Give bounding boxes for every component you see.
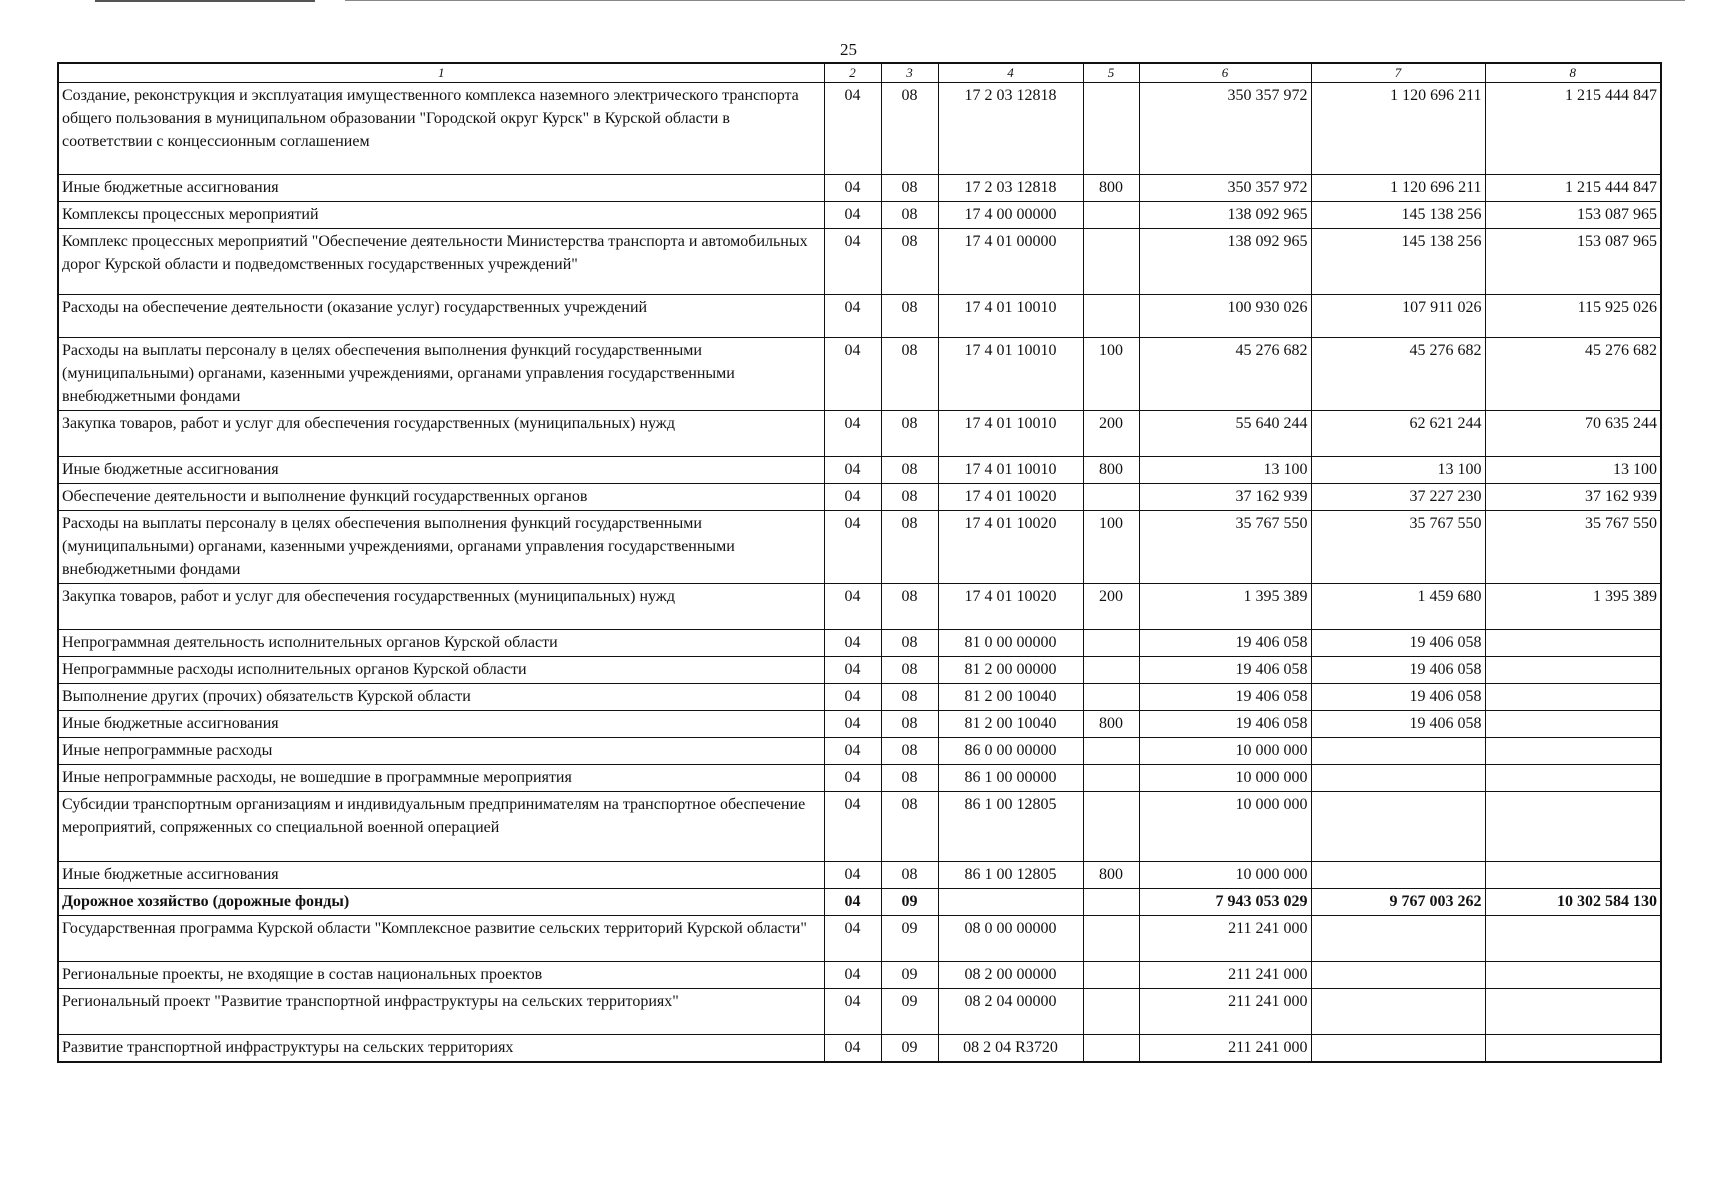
- row-subsection: 08: [881, 484, 938, 511]
- row-subsection: 08: [881, 202, 938, 229]
- row-name: Развитие транспортной инфраструктуры на сельских территориях: [58, 1035, 824, 1063]
- row-expense-type: [1083, 657, 1139, 684]
- row-amount-col6: 1 395 389: [1139, 584, 1311, 630]
- row-expense-type: [1083, 684, 1139, 711]
- page-number: 25: [840, 40, 857, 59]
- row-name: Иные непрограммные расходы: [58, 738, 824, 765]
- row-section: 04: [824, 657, 881, 684]
- row-name: Непрограммная деятельность исполнительных органов Курской области: [58, 630, 824, 657]
- row-amount-col7: 13 100: [1311, 457, 1485, 484]
- row-amount-col6: 211 241 000: [1139, 916, 1311, 962]
- row-subsection: 08: [881, 584, 938, 630]
- row-amount-col8: 13 100: [1485, 457, 1661, 484]
- row-name: Расходы на выплаты персоналу в целях обеспечения выполнения функций государственными (муниципальными) органами, казенными учреждениями, органами управления государственными внебюджетными фондами: [58, 338, 824, 411]
- row-amount-col6: 211 241 000: [1139, 962, 1311, 989]
- table-row: [58, 684, 1661, 711]
- row-name: Государственная программа Курской области "Комплексное развитие сельских территорий Курской области": [58, 916, 824, 962]
- table-row: [58, 916, 1661, 962]
- row-name: Выполнение других (прочих) обязательств Курской области: [58, 684, 824, 711]
- row-name: Региональный проект "Развитие транспортной инфраструктуры на сельских территориях": [58, 989, 824, 1035]
- row-amount-col7: [1311, 862, 1485, 889]
- row-amount-col7: [1311, 738, 1485, 765]
- row-section: 04: [824, 738, 881, 765]
- top-rule-left: [95, 0, 315, 2]
- table-row: [58, 738, 1661, 765]
- col-header: 6: [1139, 63, 1311, 83]
- table-row: [58, 338, 1661, 411]
- row-target-article: 17 4 01 10010: [938, 338, 1083, 411]
- table-row: [58, 229, 1661, 295]
- row-target-article: 08 2 00 00000: [938, 962, 1083, 989]
- row-amount-col7: 1 459 680: [1311, 584, 1485, 630]
- row-amount-col7: 45 276 682: [1311, 338, 1485, 411]
- table-row: [58, 175, 1661, 202]
- row-expense-type: 200: [1083, 584, 1139, 630]
- row-target-article: 17 4 01 10020: [938, 511, 1083, 584]
- row-target-article: 86 1 00 12805: [938, 792, 1083, 862]
- row-section: 04: [824, 684, 881, 711]
- table-row: [58, 765, 1661, 792]
- row-amount-col6: 211 241 000: [1139, 1035, 1311, 1063]
- row-section: 04: [824, 630, 881, 657]
- row-target-article: 17 2 03 12818: [938, 175, 1083, 202]
- row-target-article: 08 2 04 R3720: [938, 1035, 1083, 1063]
- row-amount-col8: [1485, 738, 1661, 765]
- row-subsection: 08: [881, 862, 938, 889]
- row-amount-col8: [1485, 792, 1661, 862]
- row-subsection: 09: [881, 989, 938, 1035]
- row-amount-col7: 19 406 058: [1311, 630, 1485, 657]
- row-amount-col7: 1 120 696 211: [1311, 83, 1485, 175]
- row-amount-col8: 115 925 026: [1485, 295, 1661, 338]
- row-amount-col6: 138 092 965: [1139, 202, 1311, 229]
- table-row: [58, 584, 1661, 630]
- row-amount-col7: 37 227 230: [1311, 484, 1485, 511]
- row-amount-col7: 145 138 256: [1311, 229, 1485, 295]
- row-name: Иные бюджетные ассигнования: [58, 711, 824, 738]
- row-target-article: 81 2 00 10040: [938, 711, 1083, 738]
- row-subsection: 09: [881, 962, 938, 989]
- row-section: 04: [824, 511, 881, 584]
- row-amount-col8: [1485, 862, 1661, 889]
- row-amount-col8: 70 635 244: [1485, 411, 1661, 457]
- row-target-article: 17 4 01 10010: [938, 295, 1083, 338]
- row-expense-type: [1083, 83, 1139, 175]
- row-amount-col8: 1 215 444 847: [1485, 175, 1661, 202]
- row-section: 04: [824, 765, 881, 792]
- row-amount-col6: 19 406 058: [1139, 684, 1311, 711]
- row-target-article: [938, 889, 1083, 916]
- row-expense-type: 800: [1083, 711, 1139, 738]
- row-expense-type: [1083, 765, 1139, 792]
- row-amount-col8: 45 276 682: [1485, 338, 1661, 411]
- table-row: [58, 889, 1661, 916]
- row-name: Иные бюджетные ассигнования: [58, 175, 824, 202]
- row-expense-type: [1083, 295, 1139, 338]
- table-row: [58, 511, 1661, 584]
- row-amount-col7: 107 911 026: [1311, 295, 1485, 338]
- row-amount-col8: 153 087 965: [1485, 229, 1661, 295]
- row-section: 04: [824, 584, 881, 630]
- row-section: 04: [824, 411, 881, 457]
- row-expense-type: [1083, 962, 1139, 989]
- row-section: 04: [824, 484, 881, 511]
- row-section: 04: [824, 862, 881, 889]
- row-amount-col7: 1 120 696 211: [1311, 175, 1485, 202]
- table-row: [58, 657, 1661, 684]
- table-body: [58, 83, 1661, 1063]
- row-amount-col6: 350 357 972: [1139, 83, 1311, 175]
- row-amount-col6: 138 092 965: [1139, 229, 1311, 295]
- row-subsection: 09: [881, 889, 938, 916]
- row-section: 04: [824, 295, 881, 338]
- row-amount-col8: 1 215 444 847: [1485, 83, 1661, 175]
- row-target-article: 17 4 01 10010: [938, 411, 1083, 457]
- table-row: [58, 411, 1661, 457]
- row-amount-col6: 7 943 053 029: [1139, 889, 1311, 916]
- table-row: [58, 484, 1661, 511]
- row-subsection: 08: [881, 175, 938, 202]
- col-header: 8: [1485, 63, 1661, 83]
- row-amount-col7: 19 406 058: [1311, 684, 1485, 711]
- row-name: Иные бюджетные ассигнования: [58, 457, 824, 484]
- table-row: [58, 989, 1661, 1035]
- row-target-article: 86 1 00 00000: [938, 765, 1083, 792]
- col-header: 3: [881, 63, 938, 83]
- row-amount-col8: [1485, 989, 1661, 1035]
- row-subsection: 08: [881, 657, 938, 684]
- row-amount-col8: [1485, 916, 1661, 962]
- row-name: Субсидии транспортным организациям и индивидуальным предпринимателям на транспортное обеспечение мероприятий, сопряженных со специальной военной операцией: [58, 792, 824, 862]
- table-row: [58, 295, 1661, 338]
- row-amount-col7: 19 406 058: [1311, 657, 1485, 684]
- top-rule-right: [345, 0, 1685, 1]
- row-expense-type: 200: [1083, 411, 1139, 457]
- row-amount-col8: [1485, 657, 1661, 684]
- row-amount-col7: [1311, 765, 1485, 792]
- row-amount-col7: [1311, 962, 1485, 989]
- row-amount-col6: 35 767 550: [1139, 511, 1311, 584]
- row-section: 04: [824, 889, 881, 916]
- row-name: Непрограммные расходы исполнительных органов Курской области: [58, 657, 824, 684]
- row-section: 04: [824, 83, 881, 175]
- row-section: 04: [824, 457, 881, 484]
- row-subsection: 08: [881, 792, 938, 862]
- row-amount-col7: 62 621 244: [1311, 411, 1485, 457]
- row-subsection: 08: [881, 511, 938, 584]
- row-target-article: 81 2 00 00000: [938, 657, 1083, 684]
- row-amount-col8: [1485, 765, 1661, 792]
- row-amount-col8: 35 767 550: [1485, 511, 1661, 584]
- row-expense-type: [1083, 989, 1139, 1035]
- row-amount-col6: 13 100: [1139, 457, 1311, 484]
- row-subsection: 08: [881, 630, 938, 657]
- table-row: [58, 792, 1661, 862]
- row-expense-type: [1083, 484, 1139, 511]
- row-section: 04: [824, 1035, 881, 1063]
- col-header: 1: [58, 63, 824, 83]
- table-row: [58, 1035, 1661, 1063]
- row-section: 04: [824, 202, 881, 229]
- row-name: Расходы на обеспечение деятельности (оказание услуг) государственных учреждений: [58, 295, 824, 338]
- row-expense-type: 100: [1083, 511, 1139, 584]
- row-name: Иные непрограммные расходы, не вошедшие в программные мероприятия: [58, 765, 824, 792]
- row-target-article: 81 0 00 00000: [938, 630, 1083, 657]
- row-section: 04: [824, 711, 881, 738]
- row-name: Обеспечение деятельности и выполнение функций государственных органов: [58, 484, 824, 511]
- row-amount-col8: 153 087 965: [1485, 202, 1661, 229]
- row-expense-type: 100: [1083, 338, 1139, 411]
- row-name: Закупка товаров, работ и услуг для обеспечения государственных (муниципальных) нужд: [58, 584, 824, 630]
- row-amount-col6: 211 241 000: [1139, 989, 1311, 1035]
- row-amount-col7: 35 767 550: [1311, 511, 1485, 584]
- col-header: 5: [1083, 63, 1139, 83]
- row-amount-col6: 350 357 972: [1139, 175, 1311, 202]
- row-section: 04: [824, 916, 881, 962]
- row-target-article: 17 2 03 12818: [938, 83, 1083, 175]
- row-subsection: 08: [881, 338, 938, 411]
- row-section: 04: [824, 175, 881, 202]
- row-subsection: 08: [881, 711, 938, 738]
- row-expense-type: 800: [1083, 457, 1139, 484]
- col-header: 2: [824, 63, 881, 83]
- row-target-article: 86 1 00 12805: [938, 862, 1083, 889]
- row-subsection: 08: [881, 765, 938, 792]
- row-amount-col6: 100 930 026: [1139, 295, 1311, 338]
- row-expense-type: 800: [1083, 175, 1139, 202]
- row-expense-type: [1083, 630, 1139, 657]
- row-amount-col8: [1485, 962, 1661, 989]
- row-section: 04: [824, 229, 881, 295]
- row-expense-type: [1083, 738, 1139, 765]
- row-name: Региональные проекты, не входящие в состав национальных проектов: [58, 962, 824, 989]
- row-subsection: 08: [881, 684, 938, 711]
- row-section: 04: [824, 989, 881, 1035]
- row-subsection: 08: [881, 83, 938, 175]
- row-expense-type: [1083, 229, 1139, 295]
- row-amount-col6: 10 000 000: [1139, 765, 1311, 792]
- row-name: Создание, реконструкция и эксплуатация имущественного комплекса наземного электрического транспорта общего пользования в муниципальном образовании "Городской округ Курск" в Курской области в соответствии с концессионным соглашением: [58, 83, 824, 175]
- row-target-article: 17 4 01 10020: [938, 584, 1083, 630]
- row-name: Иные бюджетные ассигнования: [58, 862, 824, 889]
- row-expense-type: [1083, 889, 1139, 916]
- row-name: Закупка товаров, работ и услуг для обеспечения государственных (муниципальных) нужд: [58, 411, 824, 457]
- row-name: Комплекс процессных мероприятий "Обеспечение деятельности Министерства транспорта и автомобильных дорог Курской области и подведомственных государственных учреждений": [58, 229, 824, 295]
- col-header: 7: [1311, 63, 1485, 83]
- row-amount-col8: [1485, 711, 1661, 738]
- row-amount-col6: 19 406 058: [1139, 657, 1311, 684]
- row-section: 04: [824, 792, 881, 862]
- row-expense-type: [1083, 916, 1139, 962]
- row-section: 04: [824, 338, 881, 411]
- row-amount-col8: 1 395 389: [1485, 584, 1661, 630]
- row-name: Дорожное хозяйство (дорожные фонды): [58, 889, 824, 916]
- row-target-article: 17 4 01 10020: [938, 484, 1083, 511]
- row-expense-type: [1083, 202, 1139, 229]
- row-subsection: 08: [881, 411, 938, 457]
- row-expense-type: [1083, 792, 1139, 862]
- row-amount-col6: 19 406 058: [1139, 711, 1311, 738]
- row-amount-col7: [1311, 916, 1485, 962]
- row-subsection: 08: [881, 457, 938, 484]
- budget-table: [57, 62, 1662, 1063]
- row-amount-col6: 10 000 000: [1139, 862, 1311, 889]
- row-amount-col8: [1485, 630, 1661, 657]
- row-subsection: 09: [881, 1035, 938, 1063]
- header-row: [58, 63, 1661, 83]
- row-name: Комплексы процессных мероприятий: [58, 202, 824, 229]
- col-header: 4: [938, 63, 1083, 83]
- row-amount-col7: [1311, 1035, 1485, 1063]
- table-row: [58, 711, 1661, 738]
- row-target-article: 08 0 00 00000: [938, 916, 1083, 962]
- row-amount-col6: 45 276 682: [1139, 338, 1311, 411]
- row-target-article: 17 4 01 10010: [938, 457, 1083, 484]
- row-subsection: 08: [881, 295, 938, 338]
- row-expense-type: 800: [1083, 862, 1139, 889]
- row-target-article: 81 2 00 10040: [938, 684, 1083, 711]
- table-row: [58, 962, 1661, 989]
- row-section: 04: [824, 962, 881, 989]
- row-name: Расходы на выплаты персоналу в целях обеспечения выполнения функций государственными (муниципальными) органами, казенными учреждениями, органами управления государственными внебюджетными фондами: [58, 511, 824, 584]
- row-target-article: 86 0 00 00000: [938, 738, 1083, 765]
- row-amount-col7: 19 406 058: [1311, 711, 1485, 738]
- row-subsection: 08: [881, 738, 938, 765]
- table-row: [58, 202, 1661, 229]
- row-target-article: 17 4 01 00000: [938, 229, 1083, 295]
- row-subsection: 08: [881, 229, 938, 295]
- table-row: [58, 862, 1661, 889]
- row-amount-col6: 10 000 000: [1139, 792, 1311, 862]
- row-amount-col6: 19 406 058: [1139, 630, 1311, 657]
- table-row: [58, 630, 1661, 657]
- row-amount-col7: [1311, 989, 1485, 1035]
- row-amount-col7: 9 767 003 262: [1311, 889, 1485, 916]
- row-amount-col8: 37 162 939: [1485, 484, 1661, 511]
- row-subsection: 09: [881, 916, 938, 962]
- row-amount-col7: [1311, 792, 1485, 862]
- row-amount-col8: [1485, 684, 1661, 711]
- row-expense-type: [1083, 1035, 1139, 1063]
- row-amount-col6: 37 162 939: [1139, 484, 1311, 511]
- row-amount-col6: 55 640 244: [1139, 411, 1311, 457]
- table-row: [58, 457, 1661, 484]
- table-row: [58, 83, 1661, 175]
- row-amount-col6: 10 000 000: [1139, 738, 1311, 765]
- row-amount-col8: [1485, 1035, 1661, 1063]
- row-target-article: 17 4 00 00000: [938, 202, 1083, 229]
- row-target-article: 08 2 04 00000: [938, 989, 1083, 1035]
- row-amount-col7: 145 138 256: [1311, 202, 1485, 229]
- row-amount-col8: 10 302 584 130: [1485, 889, 1661, 916]
